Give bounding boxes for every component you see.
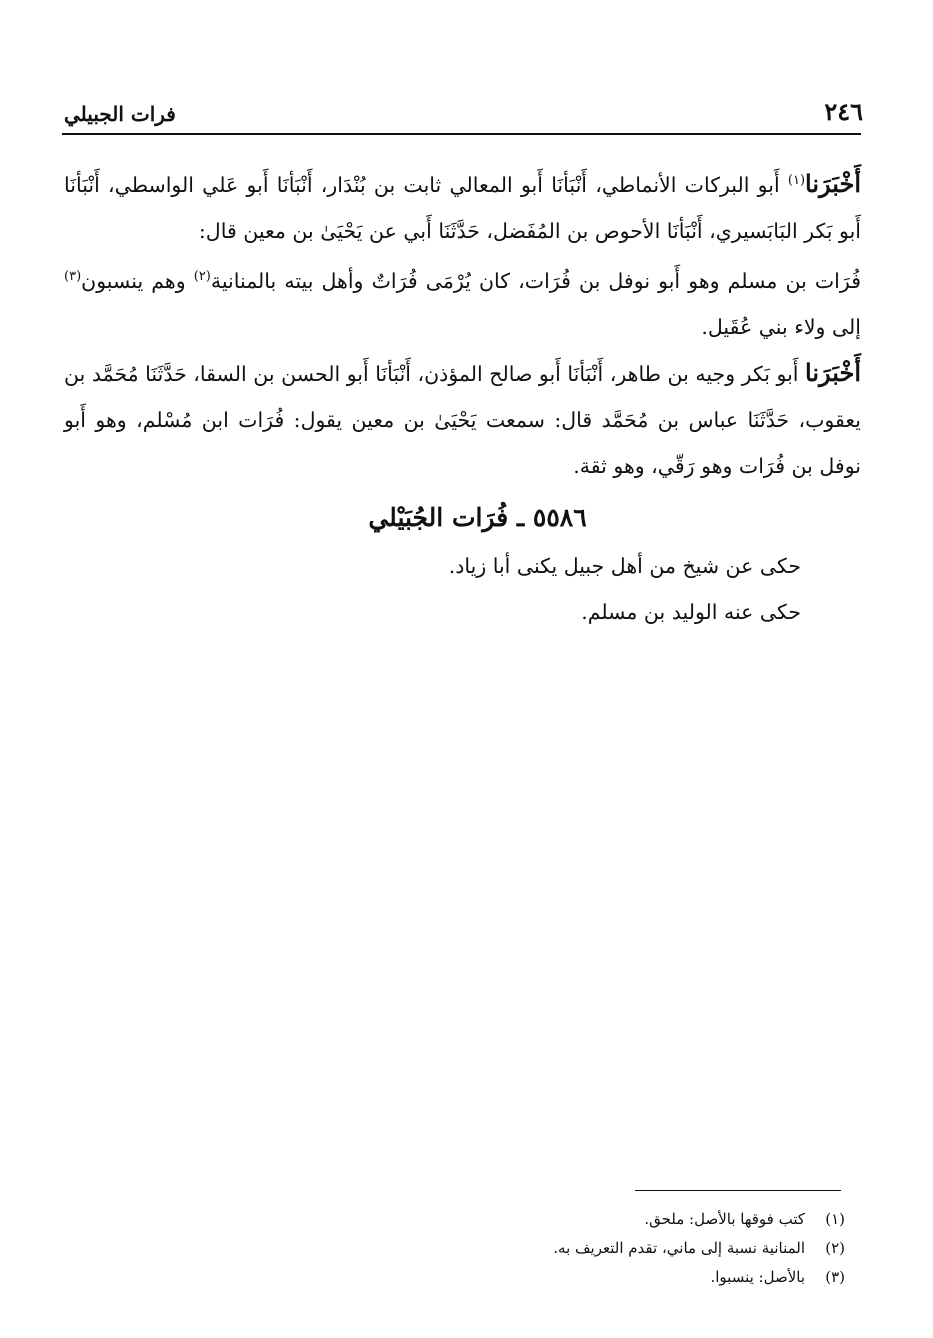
paragraph-2-text-b: وهم ينسبون [81, 268, 194, 293]
paragraph-3-text: أَبو بَكر وجيه بن طاهر، أَنْبَأنَا أَبو صالح المؤذن، أَنْبَأنَا أَبو الحسن بن السقا، حَدَّثَنَا مُحَمَّد بن يعقوب، حَدَّثَنَا عباس بن مُحَمَّد قال: سمعت يَحْيَىٰ بن معين يقول: فُرَات ابن مُسْلم، وهو أَبو نوفل بن فُرَات وهو رَقّي، وهو ثقة. [64, 361, 861, 478]
footnote-item [64, 1263, 845, 1292]
footnote-ref-3: (٣) [64, 268, 82, 284]
footnote-ref-2: (٢) [193, 268, 211, 284]
entry-heading: ٥٥٨٦ ـ فُرَات الجُبَيْلي [368, 502, 587, 532]
header-rule [62, 133, 861, 135]
footnote-text: بالأصل: ينسبوا. [710, 1268, 805, 1286]
footnotes [64, 1205, 845, 1292]
paragraph-2-text-a: فُرَات بن مسلم وهو أَبو نوفل بن فُرَات، كان يُرْمَى فُرَاتٌ وأهل بيته بالمنانية [210, 268, 861, 293]
paragraph-1-text: أَبو البركات الأنماطي، أَنْبَأنَا أَبو المعالي ثابت بن بُنْدَار، أَنْبَأنَا أَبو عَلي الواسطي، أَنْبَأنَا أَبو بَكر البَابَسيري، أَنْبَأنَا الأحوص بن المُفَضل، حَدَّثَنَا أَبي عن يَحْيَىٰ بن معين قال: [64, 172, 861, 243]
paragraph-lead-word: أَخْبَرَنا [805, 357, 861, 387]
footnote-rule [635, 1190, 841, 1191]
footnote-text: المنانية نسبة إلى ماني، تقدم التعريف به. [553, 1239, 805, 1257]
running-title: فرات الجبيلي [64, 102, 176, 126]
paragraph-2-text-c: إلى ولاء بني عُقَيل. [701, 314, 861, 339]
paragraph-1 [64, 158, 861, 254]
main-text [64, 158, 861, 635]
footnote-item [64, 1234, 845, 1263]
page-header [64, 92, 863, 126]
paragraph-3 [64, 350, 861, 489]
footnote-item [64, 1205, 845, 1234]
entry-line-1: حكى عن شيخ من أهل جبيل يكنى أبا زياد. [448, 553, 801, 578]
paragraph-2 [64, 254, 861, 350]
footnote-text: كتب فوقها بالأصل: ملحق. [644, 1210, 805, 1228]
paragraph-lead-word: أَخْبَرَنا [805, 168, 861, 198]
footnote-number: (٢) [825, 1239, 845, 1257]
footnote-number: (٣) [825, 1268, 845, 1286]
footnote-ref-1: (١) [787, 173, 806, 188]
page-number: ٢٤٦ [824, 97, 863, 126]
footnote-number: (١) [825, 1210, 845, 1228]
entry-line-2: حكى عنه الوليد بن مسلم. [581, 599, 801, 624]
